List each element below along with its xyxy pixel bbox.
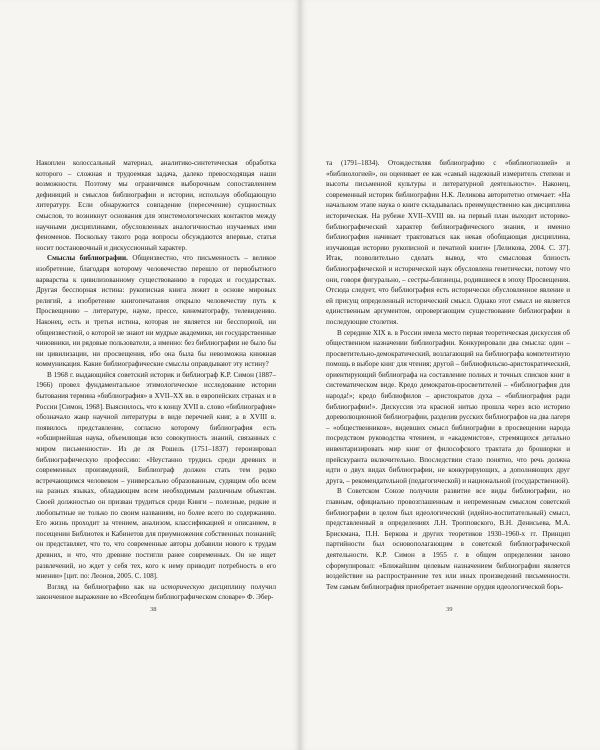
text-run: дисциплину получил законченное выражение во «Всеобщем библиографическом словаре» Ф. Эбер-	[36, 582, 276, 602]
emphasis-text: историческую	[160, 582, 205, 591]
text-run: В 1968 г. выдающийся советский историк и библиограф К.Р. Симон (1887–1966) провел фундаментальное этимологическое исследование истории бытования термина «библиография» в XVII–XX вв. в европейских странах и в России [Симон, 1968]. Выяснилось, что к концу XVII в. слово «библиография» обозначало жанр научной литературы в виде перечней книг, а в XVIII в. появилось представление, согласно которому библиография есть «обширнейшая наука, объемлющая всю совокупность знаний, связанных с миром письменности». Из де ля Рошель (1751–1837) героизировал библиографическую профессию: «Неустанно трудись среди древних и современных произведений, Библиограф должен стать тем редко встречающимся человеком – универсально образованным, судящим обо всем на разных языках, обладающим всем необходимым различным объектам. Своей должностью он призван трудиться среди Книги – полезные, редкие и любопытные не только по своим названиям, но более всего по содержанию. Его жизнь проходит за чтением, анализом, классификацией и описанием, в посещении Библиотек и Кабинетов для приумножения собственных познаний; он представляет, что то, что современные авторы добавили нового к трудам древних, и что, что древние постигли ранее современных. Он не ищет развлечений, но ждет у себя тех, кого к нему приводит потребность в его мнении» [цит. по: Леонов, 2005. С. 108].	[36, 370, 276, 581]
right-page-text	[326, 158, 570, 592]
paragraph	[36, 582, 276, 603]
paragraph	[326, 328, 570, 487]
paragraph	[326, 158, 570, 328]
right-page	[300, 0, 600, 750]
text-run: Взгляд на библиографию как на	[47, 582, 161, 591]
left-page-number: 38	[150, 606, 157, 613]
text-run: Общеизвестно, что письменность – великое изобретение, благодаря которому человечество перешло от первобытного варварства к цивилизованному существованию в городах и государствах. Другая бесспорная истина: рукописная книга лежит в основе мировых религий, а изобретение книгопечатания открыло человечеству путь к Просвещению – литературе, науке, прессе, кинематографу, телевидению. Наконец, есть и третья истина, которая не является ни бесспорной, ни общеизвестной, о которой не знают ни мудрые академики, ни государственные чиновники, ни рядовые пользователи, а именно: без библиографии не было бы ни цивилизации, ни просвещения, ибо она была бы невозможна книжная коммуникация. Какие библиографические смыслы оправдывают эту истину?	[36, 254, 276, 369]
text-run: Накоплен колоссальный материал, аналитико-синтетическая обработка которого – сложная и трудоемкая задача, далеко превосходящая наши возможности. Поэтому мы ограничимся выборочным сопоставлением дефиниций и смыслов библиографии и истории, используя обобщающую литературу. Если обнаружится совпадение (пересечение) сущностных смыслов, то возникнут основания для эпистемологических контактов между научными дисциплинами, обусловленных аналогичностью изучаемых ими феноменов. Поскольку такого рода вопросы обсуждаются впервые, статья носит постановочный и дискуссионный характер.	[36, 159, 276, 252]
text-run: та (1791–1834). Отождествляя библиографию с «библиогнозией» и «библиологией», он оценивает ее как «самый надежный измеритель степени и высоты письменной культуры и литературной деятельности». Наконец, современный историк библиографии Н.К. Леликова авторитетно отмечает: «На начальном этапе наука о книге складывалась преимущественно как дисциплина историческая. На рубеже XVII–XVIII вв. на первый план выходит историко-библиографический характер библиографического знания, и именно библиография начинает трактоваться как некая обобщающая дисциплина, изучающая историю рукописной и печатной книги» [Леликова, 2004. С. 37]. Итак, позволительно сделать вывод, что смысловая близость библиографической и исторической наук обусловлена генетически, потому что они, говоря фигурально, – сестры-близнецы, родившиеся в эпоху Просвещения. Отсюда следует, что библиография есть исторически обусловленное явление и ей присущ определенный исторический смысл. Однако этот смысл не является единственным аргументом, опровергающим существование библиографии в последующие столетия.	[326, 159, 570, 326]
section-heading: Смыслы библиографии.	[47, 254, 128, 263]
text-run: В Советском Союзе получили развитие все виды библиографии, но главным, официально провозглашенным и непременным смыслом советской библиографии в целом был идеологический (идейно-воспитательный) смысл, представленный в определениях Л.Н. Тропповского, В.Н. Денисьева, М.А. Брискмана, П.Н. Беркова и других теоретиков 1930–1960-х гг. Принцип партийности был основополагающим в советской библиографической деятельности. К.Р. Симон в 1955 г. в общем определении заново сформулировал: «Ближайшим целевым назначением библиографии является воздействие на распространение тех или иных произведений письменности. Тем самым библиография приобретает значение орудия идеологической борь-	[326, 487, 570, 591]
text-run: В середине XIX в. в России имела место первая теоретическая дискуссия об общественном назначении библиографии. Конкурировали два смысла: один – просветительно-демократический, возлагающий на библиографа компетентную помощь в выборе книг для чтения; другой – библиофильско-аристократический, ориентирующий библиографа на составление полных и точных списков книг в систематическом виде. Кредо демократов-просветителей – «библиография для народа!»; кредо библиофилов – аристократов духа – «библиография ради библиографии!». Дискуссия эта красной нитью прошла через всю историю дореволюционной библиографии, разделив русских библиографов на два лагеря – «общественников», видевших смысл библиографии в просвещении народа посредством руководства чтением, и «академистов», стремящихся детально инвентаризировать мир книг от философского трактата до брошюрки и прейскуранта включительно. Впоследствии стало понятно, что речь должна идти о двух видах библиографии, не конкурирующих, а дополняющих друг друга, – рекомендательной (педагогической) и национальной (государственной).	[326, 328, 570, 485]
paragraph	[36, 158, 276, 253]
left-page-text	[36, 158, 276, 603]
paragraph	[326, 486, 570, 592]
paragraph	[36, 370, 276, 582]
right-page-number: 39	[446, 606, 453, 613]
paragraph	[36, 253, 276, 370]
